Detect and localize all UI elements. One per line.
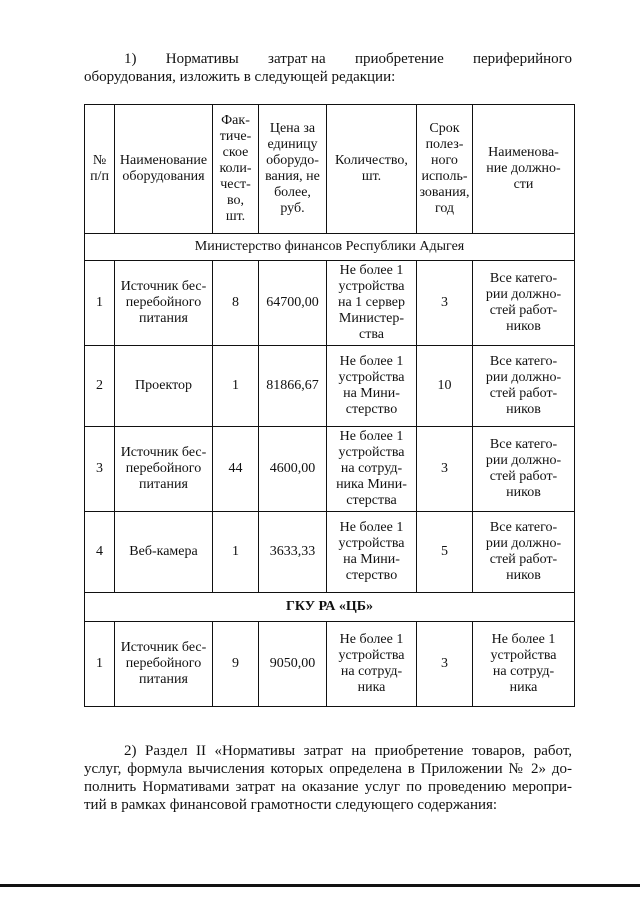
cell-text-line: рии должно- bbox=[485, 453, 562, 468]
cell-text-line: более, bbox=[274, 185, 311, 200]
cell-name bbox=[115, 622, 213, 707]
cell-text-line: сти bbox=[513, 177, 534, 192]
intro-word: 1) bbox=[124, 51, 137, 67]
cell-actual-qty: 1 bbox=[213, 346, 259, 427]
cell-text-line: Не более 1 bbox=[339, 520, 404, 535]
cell-text-line: Веб-камера bbox=[129, 544, 198, 559]
cell-quantity bbox=[327, 622, 417, 707]
cell-text-line: полез- bbox=[425, 137, 464, 152]
cell-text-line: устройства bbox=[338, 536, 405, 551]
cell-text-line: Наименова- bbox=[488, 145, 559, 160]
cell-life: 3 bbox=[417, 622, 473, 707]
outro-line: услуг, формула вычисления которых определена в Приложении № 2» до- bbox=[84, 761, 572, 777]
cell-actual-qty: 9 bbox=[213, 622, 259, 707]
cell-text-line: Фак- bbox=[221, 113, 250, 128]
cell-text-line: Все катего- bbox=[489, 520, 558, 535]
section-title: ГКУ РА «ЦБ» bbox=[85, 593, 575, 622]
cell-name bbox=[115, 512, 213, 593]
cell-price: 64700,00 bbox=[259, 261, 327, 346]
intro-line-1 bbox=[84, 50, 572, 68]
cell-text-line: рии должно- bbox=[485, 370, 562, 385]
cell-num: 3 bbox=[85, 427, 115, 512]
cell-text-line: устройства bbox=[338, 370, 405, 385]
cell-text-line: ника Мини- bbox=[336, 477, 407, 492]
outro-paragraph bbox=[84, 742, 572, 814]
cell-text-line: устройства bbox=[338, 648, 405, 663]
intro-word: Нормативы bbox=[165, 51, 239, 67]
cell-text-line: зования, bbox=[419, 185, 470, 200]
cell-life: 5 bbox=[417, 512, 473, 593]
header-positions bbox=[473, 105, 575, 234]
cell-text-line: № bbox=[92, 153, 107, 168]
table-row bbox=[85, 512, 575, 593]
cell-text-line: Министер- bbox=[338, 311, 405, 326]
cell-num: 1 bbox=[85, 622, 115, 707]
outro-line: тий в рамках финансовой грамотности следующего содержания: bbox=[84, 797, 498, 813]
cell-text-line: ника bbox=[509, 680, 538, 695]
cell-text-line: стерство bbox=[345, 568, 398, 583]
cell-text-line: коли- bbox=[219, 161, 252, 176]
table-row bbox=[85, 427, 575, 512]
cell-quantity bbox=[327, 261, 417, 346]
equipment-norms-table bbox=[84, 104, 575, 707]
cell-text-line: Не более 1 bbox=[339, 632, 404, 647]
cell-text-line: Все катего- bbox=[489, 271, 558, 286]
page-bottom-rule bbox=[0, 884, 640, 887]
cell-quantity bbox=[327, 512, 417, 593]
table-row bbox=[85, 346, 575, 427]
cell-actual-qty: 8 bbox=[213, 261, 259, 346]
header-price bbox=[259, 105, 327, 234]
cell-text-line: на сотруд- bbox=[492, 664, 555, 679]
cell-text-line: год bbox=[434, 201, 455, 216]
cell-text-line: руб. bbox=[280, 201, 305, 216]
cell-positions bbox=[473, 427, 575, 512]
header-quantity bbox=[327, 105, 417, 234]
cell-text-line: устройства bbox=[338, 445, 405, 460]
cell-text-line: Источник бес- bbox=[120, 279, 207, 294]
cell-text-line: Все катего- bbox=[489, 437, 558, 452]
cell-text-line: устройства bbox=[338, 279, 405, 294]
cell-num: 2 bbox=[85, 346, 115, 427]
cell-life: 3 bbox=[417, 427, 473, 512]
cell-text-line: Не более 1 bbox=[339, 429, 404, 444]
cell-text-line: ства bbox=[359, 327, 384, 342]
cell-text-line: питания bbox=[139, 311, 188, 326]
cell-text-line: ников bbox=[506, 319, 541, 334]
cell-text-line: во, bbox=[226, 193, 244, 208]
intro-paragraph bbox=[84, 50, 572, 86]
cell-text-line: на 1 сервер bbox=[337, 295, 406, 310]
cell-text-line: исполь- bbox=[421, 169, 468, 184]
table-row bbox=[85, 622, 575, 707]
cell-text-line: ние должно- bbox=[486, 161, 561, 176]
intro-word: затрат на bbox=[268, 51, 326, 67]
cell-text-line: единицу bbox=[267, 137, 318, 152]
cell-text-line: на сотруд- bbox=[340, 461, 403, 476]
cell-text-line: питания bbox=[139, 477, 188, 492]
outro-line: 2) Раздел II «Нормативы затрат на приобретение товаров, работ, bbox=[124, 743, 572, 759]
cell-text-line: на Мини- bbox=[343, 386, 400, 401]
section-row-ministry bbox=[85, 234, 575, 261]
cell-num: 1 bbox=[85, 261, 115, 346]
cell-text-line: на Мини- bbox=[343, 552, 400, 567]
cell-positions bbox=[473, 261, 575, 346]
outro-line: полнить Нормативами затрат на оказание услуг по проведению меропри- bbox=[84, 779, 572, 795]
cell-actual-qty: 44 bbox=[213, 427, 259, 512]
header-num bbox=[85, 105, 115, 234]
intro-word: приобретение bbox=[354, 51, 444, 67]
cell-actual-qty: 1 bbox=[213, 512, 259, 593]
cell-text-line: Наименование bbox=[119, 153, 208, 168]
cell-text-line: на сотруд- bbox=[340, 664, 403, 679]
cell-text-line: Срок bbox=[429, 121, 460, 136]
cell-text-line: вания, не bbox=[265, 169, 320, 184]
intro-word: периферийного bbox=[473, 51, 572, 67]
cell-price: 4600,00 bbox=[259, 427, 327, 512]
cell-positions bbox=[473, 346, 575, 427]
cell-text-line: питания bbox=[139, 672, 188, 687]
cell-text-line: Цена за bbox=[269, 121, 316, 136]
cell-text-line: чест- bbox=[220, 177, 251, 192]
cell-name bbox=[115, 261, 213, 346]
cell-text-line: Не более 1 bbox=[491, 632, 556, 647]
cell-text-line: ское bbox=[222, 145, 249, 160]
cell-life: 10 bbox=[417, 346, 473, 427]
cell-price: 9050,00 bbox=[259, 622, 327, 707]
cell-text-line: Источник бес- bbox=[120, 445, 207, 460]
cell-text-line: Не более 1 bbox=[339, 263, 404, 278]
cell-text-line: перебойного bbox=[125, 295, 202, 310]
cell-text-line: стей работ- bbox=[489, 552, 558, 567]
cell-life: 3 bbox=[417, 261, 473, 346]
cell-text-line: Источник бес- bbox=[120, 640, 207, 655]
cell-price: 3633,33 bbox=[259, 512, 327, 593]
cell-text-line: стерства bbox=[346, 493, 397, 508]
cell-price: 81866,67 bbox=[259, 346, 327, 427]
table-row bbox=[85, 261, 575, 346]
cell-text-line: Не более 1 bbox=[339, 354, 404, 369]
cell-positions bbox=[473, 622, 575, 707]
cell-text-line: Проектор bbox=[134, 378, 193, 393]
section-row-gku bbox=[85, 593, 575, 622]
header-actual-qty bbox=[213, 105, 259, 234]
cell-text-line: ников bbox=[506, 568, 541, 583]
cell-text-line: рии должно- bbox=[485, 287, 562, 302]
cell-text-line: устройства bbox=[490, 648, 557, 663]
cell-text-line: рии должно- bbox=[485, 536, 562, 551]
cell-text-line: ника bbox=[357, 680, 386, 695]
cell-name bbox=[115, 346, 213, 427]
cell-text-line: ников bbox=[506, 485, 541, 500]
cell-quantity bbox=[327, 346, 417, 427]
cell-text-line: шт. bbox=[225, 209, 246, 224]
cell-text-line: шт. bbox=[361, 169, 382, 184]
intro-line-2: оборудования, изложить в следующей редакции: bbox=[84, 69, 396, 85]
table-header-row bbox=[85, 105, 575, 234]
cell-text-line: ников bbox=[506, 402, 541, 417]
cell-text-line: оборудо- bbox=[266, 153, 319, 168]
cell-text-line: перебойного bbox=[125, 461, 202, 476]
cell-quantity bbox=[327, 427, 417, 512]
cell-text-line: перебойного bbox=[125, 656, 202, 671]
cell-text-line: Количество, bbox=[335, 153, 408, 168]
cell-text-line: Все катего- bbox=[489, 354, 558, 369]
section-title: Министерство финансов Республики Адыгея bbox=[85, 234, 575, 261]
cell-text-line: стерство bbox=[345, 402, 398, 417]
cell-positions bbox=[473, 512, 575, 593]
cell-text-line: оборудования bbox=[122, 169, 205, 184]
cell-text-line: стей работ- bbox=[489, 386, 558, 401]
header-life bbox=[417, 105, 473, 234]
cell-name bbox=[115, 427, 213, 512]
cell-num: 4 bbox=[85, 512, 115, 593]
header-name bbox=[115, 105, 213, 234]
cell-text-line: стей работ- bbox=[489, 303, 558, 318]
cell-text-line: ного bbox=[431, 153, 458, 168]
cell-text-line: п/п bbox=[90, 169, 109, 184]
cell-text-line: тиче- bbox=[219, 129, 252, 144]
cell-text-line: стей работ- bbox=[489, 469, 558, 484]
